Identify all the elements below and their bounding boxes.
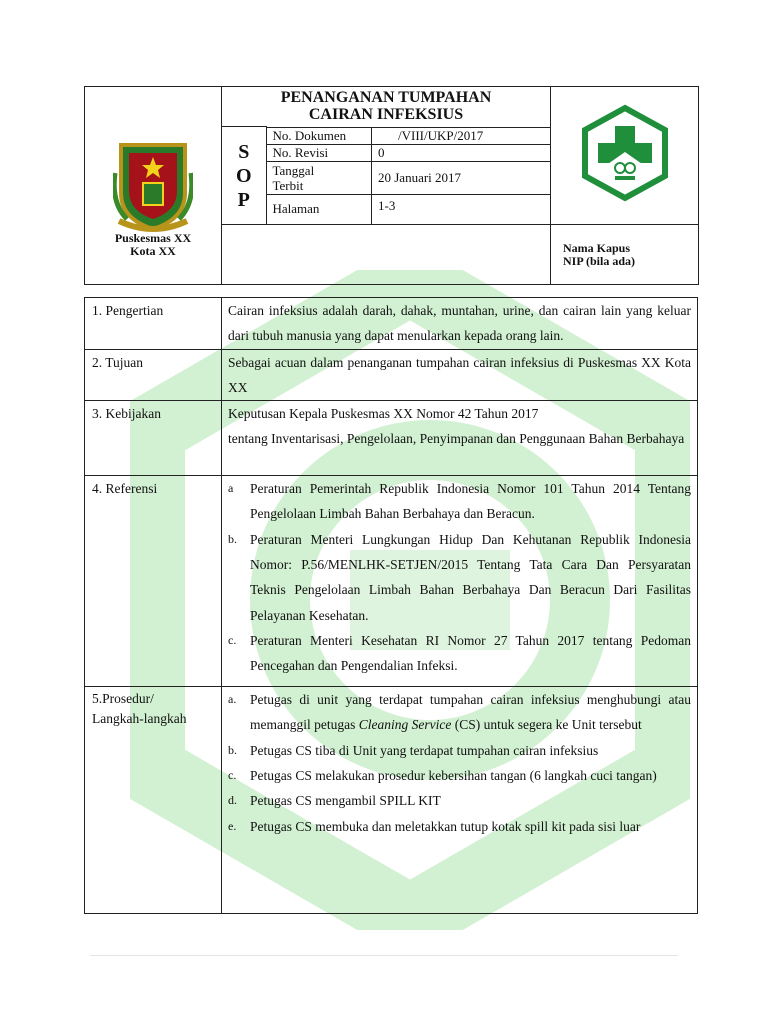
section-referensi [85,476,698,687]
right-logo-cell [551,87,699,225]
prosedur-item-a [228,687,691,738]
prosedur-item-text: Petugas CS membuka dan meletakkan tutup kotak spill kit pada sisi luar [250,818,641,834]
header-footer-empty [222,225,551,285]
puskesmas-cross-logo-icon [579,104,671,202]
section-kebijakan [85,401,698,476]
pengertian-text: Cairan infeksius adalah darah, dahak, muntahan, urine, dan cairan lain yang keluar dari tubuh manusia yang dapat menularkan kepada orang lain. [222,298,698,350]
referensi-item-text: Peraturan Menteri Lungkungan Hidup Dan Kehutanan Republik Indonesia Nomor: P.56/MENLHK-SETJEN/2015 Tentang Tata Cara Dan Persyaratan Teknis Pengelolaan Limbah Bahan Berbahaya Dan Beracun Dari Fasilitas Pelayanan Kesehatan. [250,531,691,623]
no-revisi-label: No. Revisi [267,144,372,161]
prosedur-list [228,687,691,839]
list-marker: b. [228,742,237,757]
title-line-1: PENANGANAN TUMPAHAN [280,89,492,106]
title-block [222,87,551,225]
prosedur-label-line-1: 5.Prosedur/ [92,691,154,707]
section-pengertian [85,298,698,350]
document-title [222,87,550,123]
kapus-name: Nama Kapus [563,240,631,255]
list-marker: b. [228,531,237,546]
pengertian-label: 1. Pengertian [85,298,222,350]
halaman-label: Halaman [267,194,372,224]
prosedur-item-e [228,814,691,839]
tanggal-terbit-label [267,161,372,194]
prosedur-list-cell [222,687,698,914]
list-marker: c. [228,768,237,783]
referensi-list [228,476,691,678]
kebijakan-text [222,401,698,476]
kapus-nip: NIP (bila ada) [563,253,636,268]
no-dokumen-label: No. Dokumen [267,127,372,144]
prosedur-label-line-2: Langkah-langkah [92,711,187,727]
list-marker: e. [228,818,237,833]
tujuan-label: 2. Tujuan [85,349,222,401]
tujuan-text: Sebagai acuan dalam penanganan tumpahan cairan infeksius di Puskesmas XX Kota XX [222,349,698,401]
kapus-signature-block [551,225,699,285]
referensi-item-text: Peraturan Menteri Kesehatan RI Nomor 27 Tahun 2017 tentang Pedoman Pencegahan dan Pengendalian Infeksi. [250,632,691,674]
prosedur-item-d [228,788,691,813]
puskesmas-name-block [85,232,221,258]
cleaning-service-term: Cleaning Service [358,717,452,733]
sop-letter-s: S [238,140,250,163]
prosedur-item-a-text-1: Petugas di unit yang terdapat tumpahan cairan infeksius menghubungi atau memanggil petugas [250,692,691,733]
tanggal-label-line-2: Terbit [272,177,304,193]
prosedur-item-b [228,738,691,763]
prosedur-item-c [228,763,691,788]
kebijakan-line-2: tentang Inventarisasi, Pengelolaan, Penyimpanan dan Penggunaan Bahan Berbahaya [228,431,685,447]
referensi-item-text: Peraturan Pemerintah Republik Indonesia Nomor 101 Tahun 2014 Tentang Pengelolaan Limbah Bahan Berbahaya dan Beracun. [250,481,691,522]
kebijakan-label: 3. Kebijakan [85,401,222,476]
sop-letter-o: O [235,164,252,187]
no-revisi-value: 0 [372,144,551,161]
prosedur-label [85,687,222,914]
referensi-list-cell [222,476,698,687]
tanggal-terbit-value: 20 Januari 2017 [372,161,551,194]
list-marker: c. [228,632,237,647]
referensi-item-a [228,476,691,527]
puskesmas-city: Kota XX [130,244,176,258]
list-marker: d. [228,793,237,808]
page-footer-divider [90,955,678,956]
sop-content-table [84,297,698,914]
section-tujuan [85,349,698,401]
referensi-label: 4. Referensi [85,476,222,687]
referensi-item-b [228,527,691,628]
meta-table [267,127,551,225]
tanggal-label-line-1: Tanggal [272,162,315,178]
prosedur-item-text: Petugas CS mengambil SPILL KIT [250,793,441,809]
prosedur-item-text: Petugas CS melakukan prosedur kebersihan tangan (6 langkah cuci tangan) [250,768,657,784]
title-line-2: CAIRAN INFEKSIUS [308,106,464,123]
prosedur-item-a-text-2: (CS) untuk segera ke Unit tersebut [451,717,642,733]
list-marker: a. [228,692,237,707]
no-dokumen-value: /VIII/UKP/2017 [372,127,551,144]
section-prosedur [85,687,698,914]
regional-emblem-icon [113,133,193,233]
puskesmas-name: Puskesmas XX [114,231,192,245]
prosedur-item-text: Petugas CS tiba di Unit yang terdapat tumpahan cairan infeksius [250,742,599,758]
sop-letters [222,127,266,225]
list-marker: a [228,481,234,496]
halaman-value: 1-3 [372,194,551,224]
kebijakan-line-1: Keputusan Kepala Puskesmas XX Nomor 42 Tahun 2017 [228,406,539,422]
referensi-item-c [228,628,691,679]
sop-letter-p: P [237,188,250,211]
meta-table-cell [266,127,550,225]
meta-wrapper [222,126,550,224]
